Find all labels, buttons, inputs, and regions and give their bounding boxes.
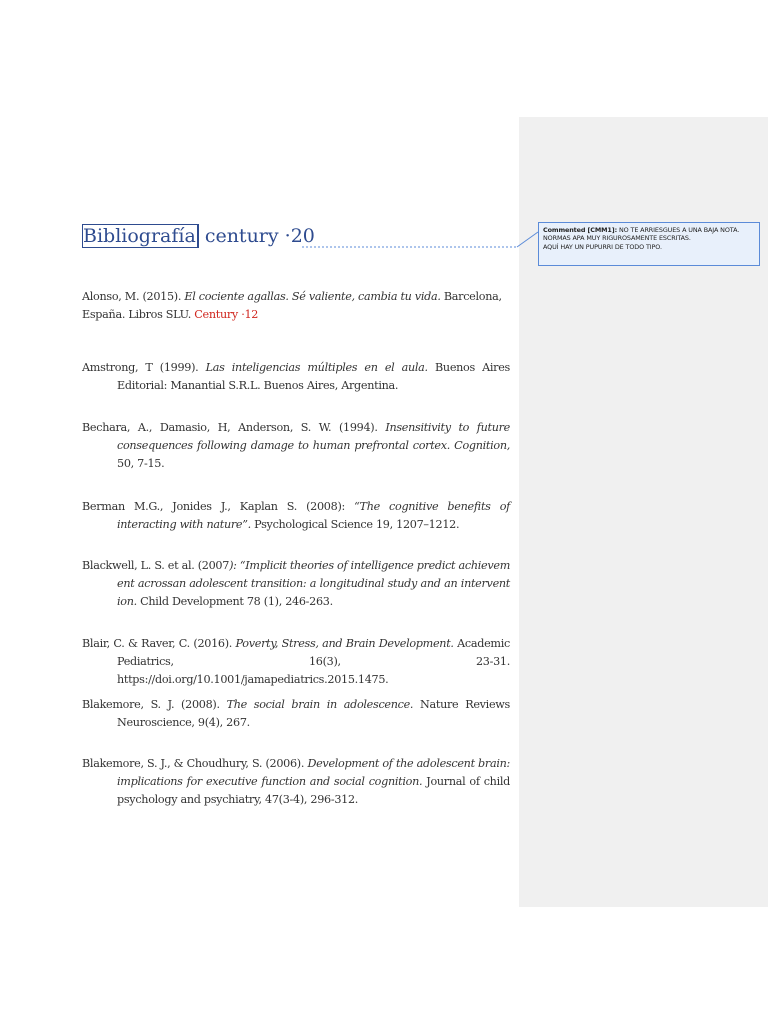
bibliography-entry: Berman M.G., Jonides J., Kaplan S. (2008): “The cognitive benefits of interacting with nature”. Psychological Science 19, 1207–1212. <box>82 500 510 531</box>
format-note: Century ·12 <box>194 308 259 321</box>
comment-balloon[interactable] <box>538 222 760 266</box>
bibliography-entry: Bechara, A., Damasio, H, Anderson, S. W. (1994). Insensitivity to future consequences following damage to human prefrontal cortex. Cognition, 50, 7-15. <box>82 421 510 470</box>
bibliography-entry: Amstrong, T (1999). Las inteligencias múltiples en el aula. Buenos Aires Editorial: Manantial S.R.L. Buenos Aires, Argentina. <box>82 361 510 392</box>
heading-format-note: century ·20 <box>204 225 315 247</box>
bibliography-entry: Blakemore, S. J., & Choudhury, S. (2006). Development of the adolescent brain: implications for executive function and social cognition. Journal of child psychology and psychiatry, 47(3-4), 296-312. <box>82 757 510 806</box>
bibliography-entry: Blackwell, L. S. et al. (2007): “Implicit theories of intelligence predict achievem ent acrossan adolescent transition: a longitudinal study and an intervent ion. Child Development 78 (1), 246-263. <box>82 559 511 608</box>
heading-comment-anchor[interactable]: Bibliografía <box>82 224 199 248</box>
bibliography-entry: Blair, C. & Raver, C. (2016). Poverty, Stress, and Brain Development. Academic Pediatrics, 16(3), 23-31. https://doi.org/10.1001/jamapediatrics.2015.1475. <box>82 637 510 686</box>
comment-author: Commented [CMM1]: <box>543 226 618 234</box>
comment-text-line-1: NO TE ARRIESGUES A UNA BAJA NOTA. NORMAS APA MUY RIGUROSAMENTE ESCRITAS. <box>543 226 740 243</box>
bibliography-entry: Alonso, M. (2015). El cociente agallas. Sé valiente, cambia tu vida. Barcelona, España. Libros SLU. Century ·12 <box>82 290 502 321</box>
bibliography-entry: Blakemore, S. J. (2008). The social brain in adolescence. Nature Reviews Neuroscience, 9(4), 267. <box>82 698 510 729</box>
comment-text-line-2: AQUÍ HAY UN PUPURRI DE TODO TIPO. <box>543 242 662 251</box>
bibliography-heading[interactable] <box>82 225 315 247</box>
